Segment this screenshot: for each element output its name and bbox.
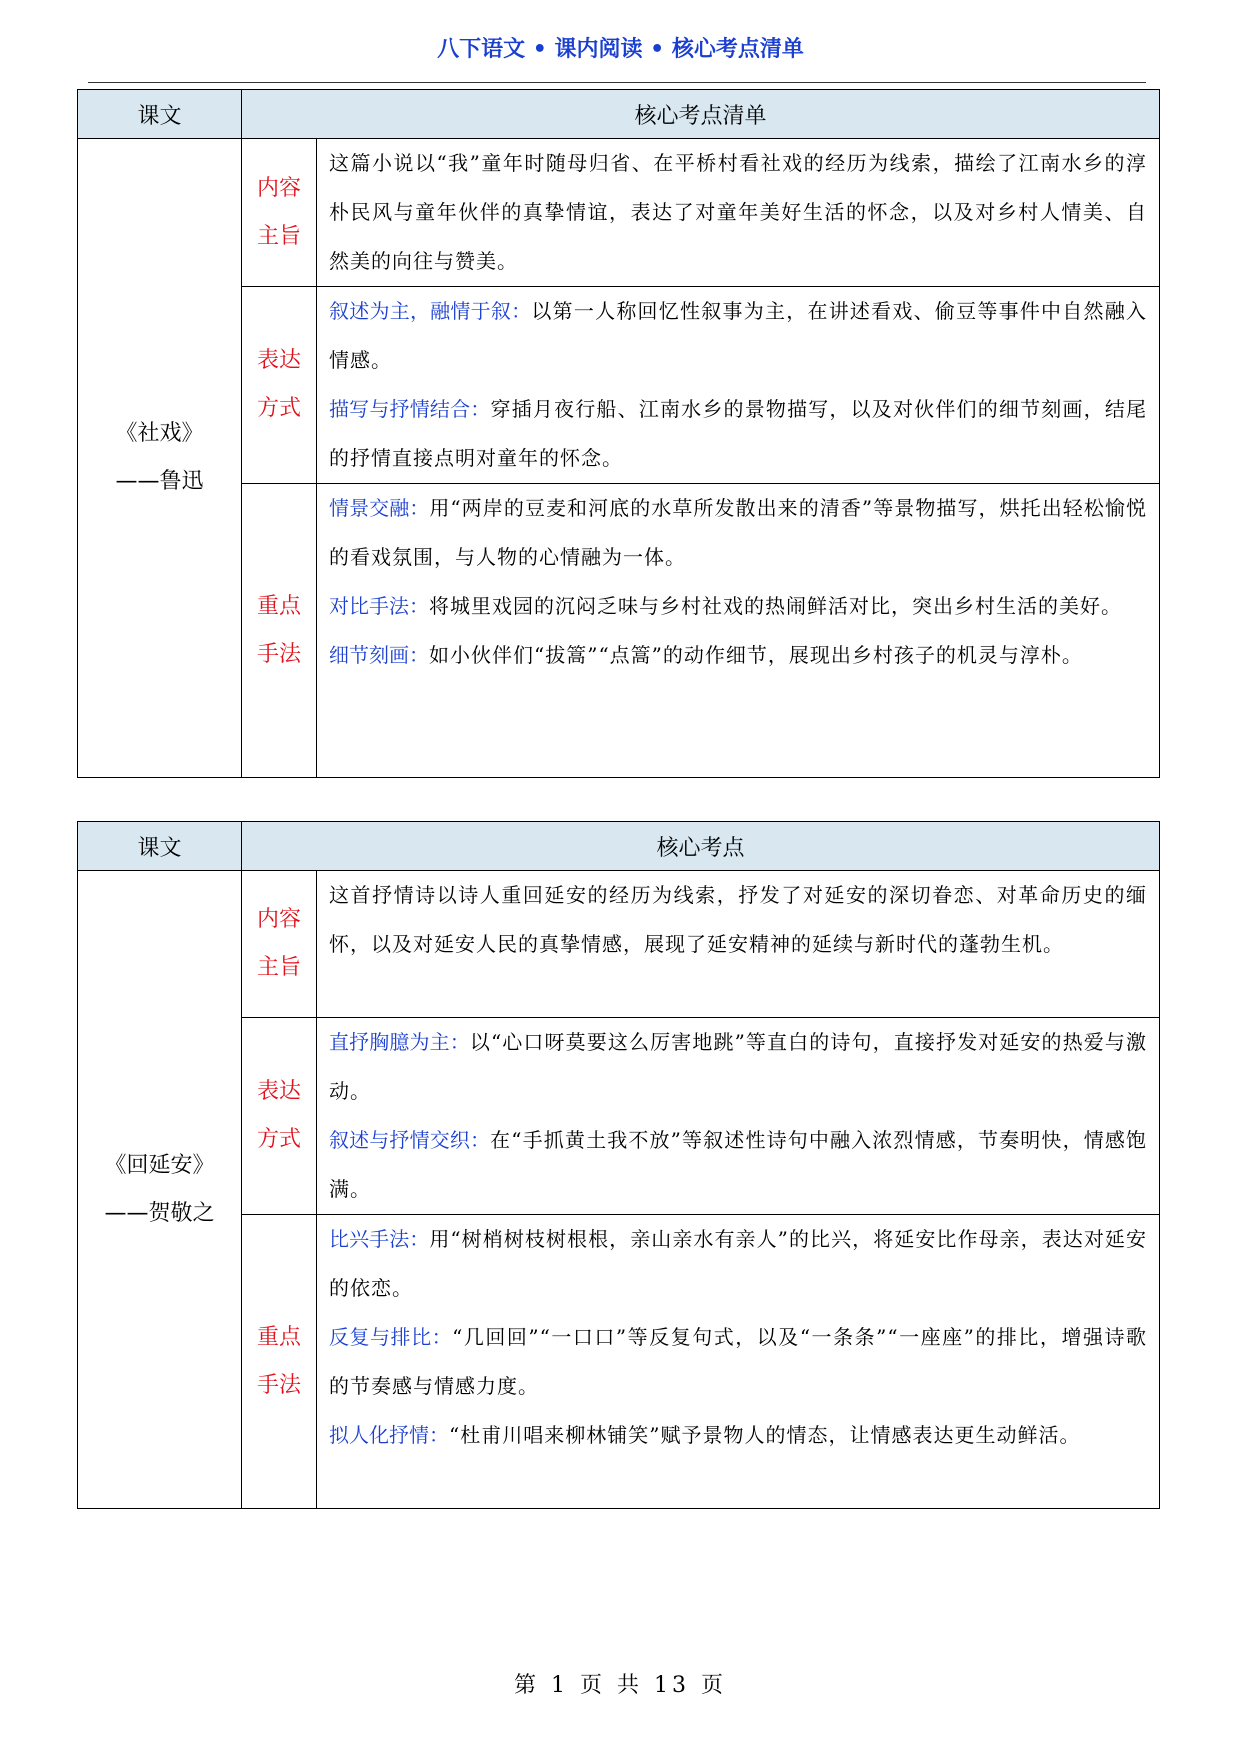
category-label: 方式 bbox=[256, 396, 301, 421]
page-number: 第 1 页 共 13 页 bbox=[514, 1673, 727, 1698]
lesson-title: 《回延安》 bbox=[104, 1152, 215, 1178]
column-header-lesson: 课文 bbox=[78, 90, 242, 139]
lesson-cell bbox=[78, 871, 242, 1509]
content-paragraph: 对比手法：将城里戏园的沉闷乏味与乡村社戏的热闹鲜活对比，突出乡村生活的美好。 bbox=[329, 594, 1122, 618]
keyword: 比兴手法： bbox=[329, 1227, 430, 1251]
content-cell bbox=[317, 484, 1160, 778]
content-paragraph: 拟人化抒情：“杜甫川唱来柳林铺笑”赋予景物人的情态，让情感表达更生动鲜活。 bbox=[329, 1423, 1081, 1447]
keyword: 拟人化抒情： bbox=[329, 1423, 449, 1447]
lesson-author: ——贺敬之 bbox=[104, 1200, 215, 1226]
content-paragraph: 反复与排比：“几回回”“一口口”等反复句式，以及“一条条”“一座座”的排比，增强诗歌的节奏感与情感力度。 bbox=[329, 1325, 1148, 1398]
keyword: 对比手法： bbox=[329, 594, 429, 618]
content-cell bbox=[317, 139, 1160, 287]
category-label: 重点 bbox=[256, 1324, 301, 1350]
content-cell bbox=[317, 1215, 1160, 1509]
content-paragraph: 描写与抒情结合：穿插月夜行船、江南水乡的景物描写，以及对伙伴们的细节刻画，结尾的抒情直接点明对童年的怀念。 bbox=[329, 397, 1148, 470]
content-cell bbox=[317, 287, 1160, 484]
category-label: 手法 bbox=[256, 1372, 301, 1398]
category-cell-techniques bbox=[242, 484, 317, 778]
keyword: 叙述与抒情交织： bbox=[329, 1128, 491, 1152]
category-cell-techniques bbox=[242, 1215, 317, 1509]
lesson-title: 《社戏》 bbox=[115, 421, 204, 446]
category-label: 重点 bbox=[256, 593, 301, 619]
category-cell-expression bbox=[242, 1018, 317, 1215]
column-header-points: 核心考点清单 bbox=[242, 90, 1160, 139]
content-paragraph: 情景交融：用“两岸的豆麦和河底的水草所发散出来的清香”等景物描写，烘托出轻松愉悦的看戏氛围，与人物的心情融为一体。 bbox=[329, 496, 1147, 569]
content-paragraph: 叙述为主，融情于叙：以第一人称回忆性叙事为主，在讲述看戏、偷豆等事件中自然融入情感。 bbox=[329, 299, 1148, 372]
lesson-author: ——鲁迅 bbox=[115, 469, 204, 494]
category-label: 主旨 bbox=[256, 223, 301, 249]
table-row bbox=[78, 139, 1160, 287]
category-label: 方式 bbox=[256, 1127, 301, 1152]
core-points-table-1 bbox=[77, 89, 1160, 778]
table-row bbox=[78, 871, 1160, 1018]
keyword: 描写与抒情结合： bbox=[329, 397, 491, 421]
category-label: 内容 bbox=[256, 175, 301, 201]
table-header-row bbox=[78, 90, 1160, 139]
content-paragraph: 这首抒情诗以诗人重回延安的经历为线索，抒发了对延安的深切眷恋、对革命历史的缅怀，以及对延安人民的真挚情感，展现了延安精神的延续与新时代的蓬勃生机。 bbox=[329, 883, 1147, 956]
keyword: 直抒胸臆为主： bbox=[329, 1030, 470, 1054]
column-header-lesson: 课文 bbox=[78, 822, 242, 871]
column-header-points: 核心考点 bbox=[242, 822, 1160, 871]
lesson-cell bbox=[78, 139, 242, 778]
category-label: 主旨 bbox=[256, 955, 301, 980]
keyword: 叙述为主，融情于叙： bbox=[329, 299, 532, 323]
category-label: 内容 bbox=[256, 907, 301, 932]
category-cell-theme bbox=[242, 139, 317, 287]
content-paragraph: 比兴手法：用“树梢树枝树根根，亲山亲水有亲人”的比兴，将延安比作母亲，表达对延安的依恋。 bbox=[329, 1227, 1147, 1300]
table-header-row bbox=[78, 822, 1160, 871]
content-cell bbox=[317, 1018, 1160, 1215]
header-divider bbox=[88, 82, 1146, 83]
page-title: 八下语文 • 课内阅读 • 核心考点清单 bbox=[437, 37, 804, 62]
category-cell-theme bbox=[242, 871, 317, 1018]
keyword: 细节刻画： bbox=[329, 643, 429, 667]
content-paragraph: 直抒胸臆为主：以“心口呀莫要这么厉害地跳”等直白的诗句，直接抒发对延安的热爱与激动。 bbox=[329, 1030, 1148, 1103]
core-points-table-2 bbox=[77, 821, 1160, 1509]
content-paragraph: 叙述与抒情交织：在“手抓黄土我不放”等叙述性诗句中融入浓烈情感，节奏明快，情感饱满。 bbox=[329, 1128, 1147, 1201]
category-label: 表达 bbox=[256, 348, 301, 373]
content-cell bbox=[317, 871, 1160, 1018]
keyword: 反复与排比： bbox=[329, 1325, 453, 1349]
category-label: 手法 bbox=[256, 641, 301, 667]
category-cell-expression bbox=[242, 287, 317, 484]
keyword: 情景交融： bbox=[329, 496, 430, 520]
content-paragraph: 细节刻画：如小伙伴们“拔篙”“点篙”的动作细节，展现出乡村孩子的机灵与淳朴。 bbox=[329, 643, 1083, 667]
content-paragraph: 这篇小说以“我”童年时随母归省、在平桥村看社戏的经历为线索，描绘了江南水乡的淳朴民风与童年伙伴的真挚情谊，表达了对童年美好生活的怀念，以及对乡村人情美、自然美的向往与赞美。 bbox=[329, 151, 1147, 273]
category-label: 表达 bbox=[256, 1079, 301, 1104]
